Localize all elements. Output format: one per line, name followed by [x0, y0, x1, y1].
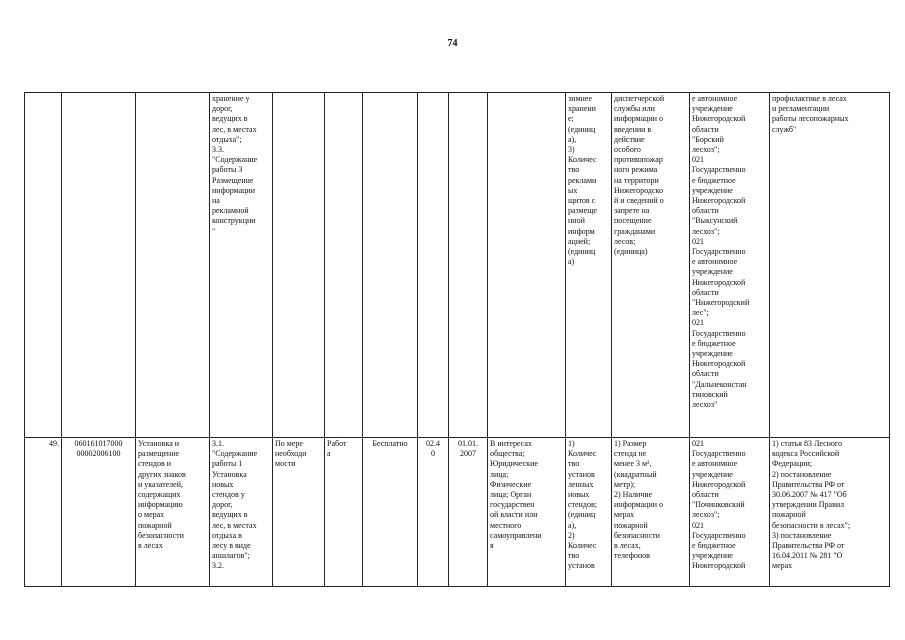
legal-acts-cell: профилактике в лесах и регламентации работы лесопожарных служб" — [770, 93, 890, 438]
frequency-cell: По мере необходи мости — [273, 438, 325, 587]
service-name-cell: Установка и размещение стендов и других знаков и указателей, содержащих информацию о мерах пожарной безопасности в лесах — [136, 438, 210, 587]
work-content-cell: хранение у дорог, ведущих в лес, в местах отдыха"; 3.3. "Содержание работы 3 Размещение информации на рекламной конструкции " — [210, 93, 273, 438]
page-number: 74 — [447, 38, 458, 49]
payment-cell — [363, 93, 418, 438]
payment-cell: Бесплатно — [363, 438, 418, 587]
consumers-cell: В интересах общества; Юридические лица; Физические лица; Орган государствен ой власти или местного самоуправлени я — [488, 438, 566, 587]
quality-indicators-cell: 1) Размер стенда не менее 3 м², (квадратный метр); 2) Наличие информации о мерах пожарной безопасности в лесах, телефонов — [612, 438, 690, 587]
services-table — [24, 92, 890, 587]
date-cell — [449, 93, 488, 438]
consumers-cell — [488, 93, 566, 438]
registry-code-cell: 060161017000 00002006100 — [62, 438, 136, 587]
institutions-cell: 021 Государственно е автономное учреждение Нижегородской области "Починковский лесхоз"; 021 Государственно е бюджетное учреждение Нижегородской — [690, 438, 770, 587]
registry-code-cell — [62, 93, 136, 438]
row-number-cell: 49. — [25, 438, 62, 587]
work-content-cell: 3.1. "Содержание работы 1 Установка новых стендов у дорог, ведущих в лес, в местах отдыха в лесу в виде аншлагов"; 3.2. — [210, 438, 273, 587]
table-row — [25, 93, 890, 438]
date-cell: 01.01. 2007 — [449, 438, 488, 587]
institutions-cell: е автономное учреждение Нижегородской области "Борский лесхоз"; 021 Государственно е бюджетное учреждение Нижегородской области "Выксунский лесхоз"; 021 Государственно е автономное учреждение Нижегородской области "Нижегородский лес"; 021 Государственно е бюджетное учреждение Нижегородской области "Дальнеконстан тиновский лесхоз" — [690, 93, 770, 438]
table-row — [25, 438, 890, 587]
type-cell — [325, 93, 363, 438]
quality-indicators-cell: диспетчерской службы или информации о введении в действие особого противопожар ного режима на территори Нижегородско й и сведений о запрете на посещение гражданами лесов; (единица) — [612, 93, 690, 438]
volume-indicators-cell: 1) Количес тво установ ленных новых стендов; (единиц а), 2) Количес тво установ — [566, 438, 612, 587]
okved-cell — [418, 93, 449, 438]
volume-indicators-cell: зимнее хранени е; (единиц а), 3) Количес тво реклами ых щитов с размеще нной информ ацией; (единиц а) — [566, 93, 612, 438]
frequency-cell — [273, 93, 325, 438]
type-cell: Работ а — [325, 438, 363, 587]
legal-acts-cell: 1) статья 83 Лесного кодекса Российской Федерации; 2) постановление Правительства РФ от 30.06.2007 № 417 "Об утверждении Правил пожарной безопасности в лесах"; 3) постановление Правительства РФ от 16.04.2011 № 281 "О мерах — [770, 438, 890, 587]
okved-cell: 02.4 0 — [418, 438, 449, 587]
row-number-cell — [25, 93, 62, 438]
service-name-cell — [136, 93, 210, 438]
